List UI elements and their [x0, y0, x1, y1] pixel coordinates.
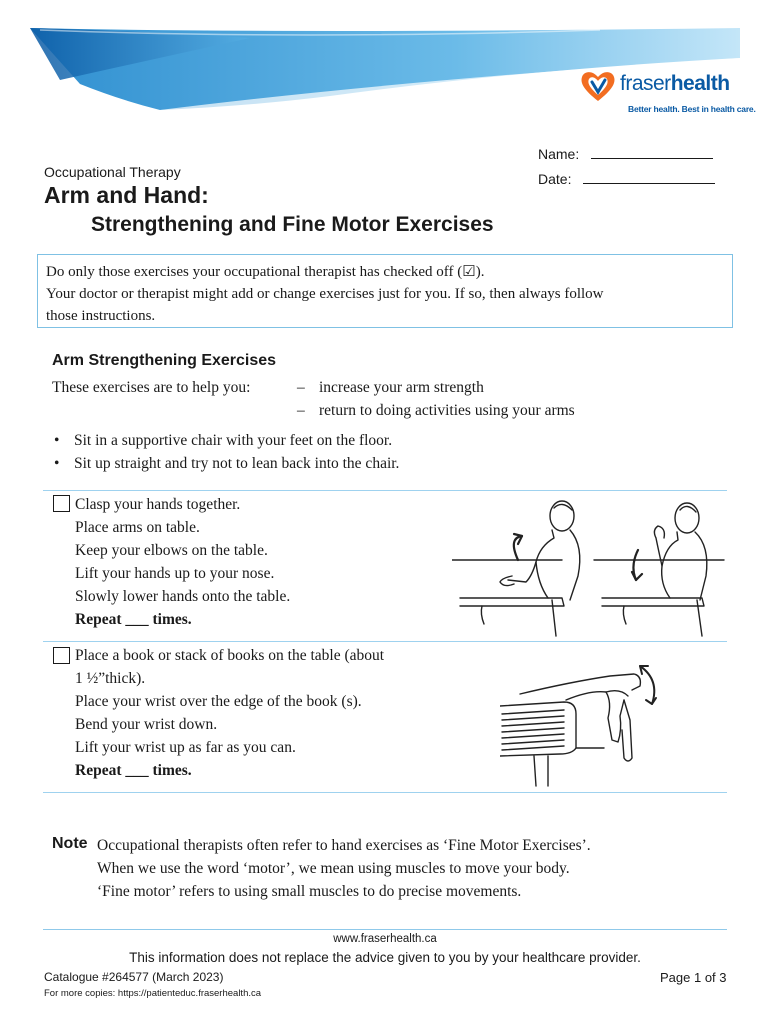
- date-line[interactable]: [583, 172, 715, 184]
- step-text: Lift your wrist up as far as you can.: [75, 739, 296, 756]
- brand-name-light: fraser: [620, 72, 671, 95]
- footer-copies: For more copies: https://patienteduc.fraserhealth.ca: [44, 988, 262, 999]
- note-line: When we use the word ‘motor’, we mean using muscles to move your body.: [97, 860, 570, 877]
- divider: [43, 792, 727, 793]
- page-title: Arm and Hand:: [44, 182, 209, 208]
- exercise-steps: [75, 493, 290, 631]
- section-heading: Arm Strengthening Exercises: [52, 352, 277, 369]
- note-line: ‘Fine motor’ refers to using small muscles to do precise movements.: [97, 883, 522, 900]
- instructions-line: Your doctor or therapist might add or change exercises just for you. If so, then always follow: [46, 286, 604, 302]
- instructions-box: [37, 254, 733, 328]
- note-text: [97, 834, 591, 903]
- step-text: Keep your elbows on the table.: [75, 542, 268, 559]
- step-text: Place arms on table.: [75, 519, 200, 536]
- note-label: Note: [52, 835, 88, 852]
- date-field[interactable]: [538, 171, 715, 187]
- divider: [43, 490, 727, 491]
- divider: [43, 641, 727, 642]
- page-subtitle: Strengthening and Fine Motor Exercises: [91, 213, 494, 236]
- department-label: Occupational Therapy: [44, 164, 181, 180]
- step-text: Slowly lower hands onto the table.: [75, 588, 291, 605]
- step-text: 1 ½”thick).: [75, 670, 146, 687]
- person-lifting-clasped-hands-icon: [452, 496, 728, 638]
- goal-text: return to doing activities using your arms: [319, 402, 575, 419]
- name-label: Name:: [538, 146, 580, 162]
- footer-disclaimer: This information does not replace the advice given to you by your healthcare provider.: [129, 950, 641, 965]
- footer-url[interactable]: www.fraserhealth.ca: [333, 933, 437, 945]
- step-text: Lift your hands up to your nose.: [75, 565, 275, 582]
- bullet-text: Sit up straight and try not to lean back into the chair.: [74, 455, 400, 472]
- name-line[interactable]: [591, 147, 713, 159]
- exercise-checkbox[interactable]: [53, 495, 70, 512]
- heart-logo-icon: [578, 68, 618, 104]
- exercise-checkbox[interactable]: [53, 647, 70, 664]
- repeat-text: Repeat ___ times.: [75, 762, 192, 779]
- footer-divider: [43, 929, 727, 930]
- brand-name-bold: health: [670, 72, 730, 95]
- catalogue-number: Catalogue #264577 (March 2023): [44, 970, 224, 984]
- wrist-over-book-icon: [500, 660, 670, 788]
- brand-tagline: Better health. Best in health care.: [628, 104, 756, 114]
- step-text: Clasp your hands together.: [75, 496, 241, 513]
- bullet-text: Sit in a supportive chair with your feet on the floor.: [74, 432, 393, 449]
- name-field[interactable]: [538, 146, 713, 162]
- step-text: Place your wrist over the edge of the book (s).: [75, 693, 362, 710]
- helps-label: These exercises are to help you:: [52, 379, 251, 396]
- instructions-line: Do only those exercises your occupational therapist has checked off (☑).: [46, 264, 485, 280]
- repeat-text: Repeat ___ times.: [75, 611, 192, 628]
- note-line: Occupational therapists often refer to hand exercises as ‘Fine Motor Exercises’.: [97, 837, 591, 854]
- goal-text: increase your arm strength: [319, 379, 484, 396]
- step-text: Place a book or stack of books on the table (about: [75, 647, 385, 664]
- date-label: Date:: [538, 171, 572, 187]
- page-number: Page 1 of 3: [660, 970, 727, 985]
- step-text: Bend your wrist down.: [75, 716, 218, 733]
- fraserhealth-logo: [578, 68, 756, 118]
- exercise-steps: [75, 644, 384, 782]
- instructions-line: those instructions.: [46, 308, 156, 324]
